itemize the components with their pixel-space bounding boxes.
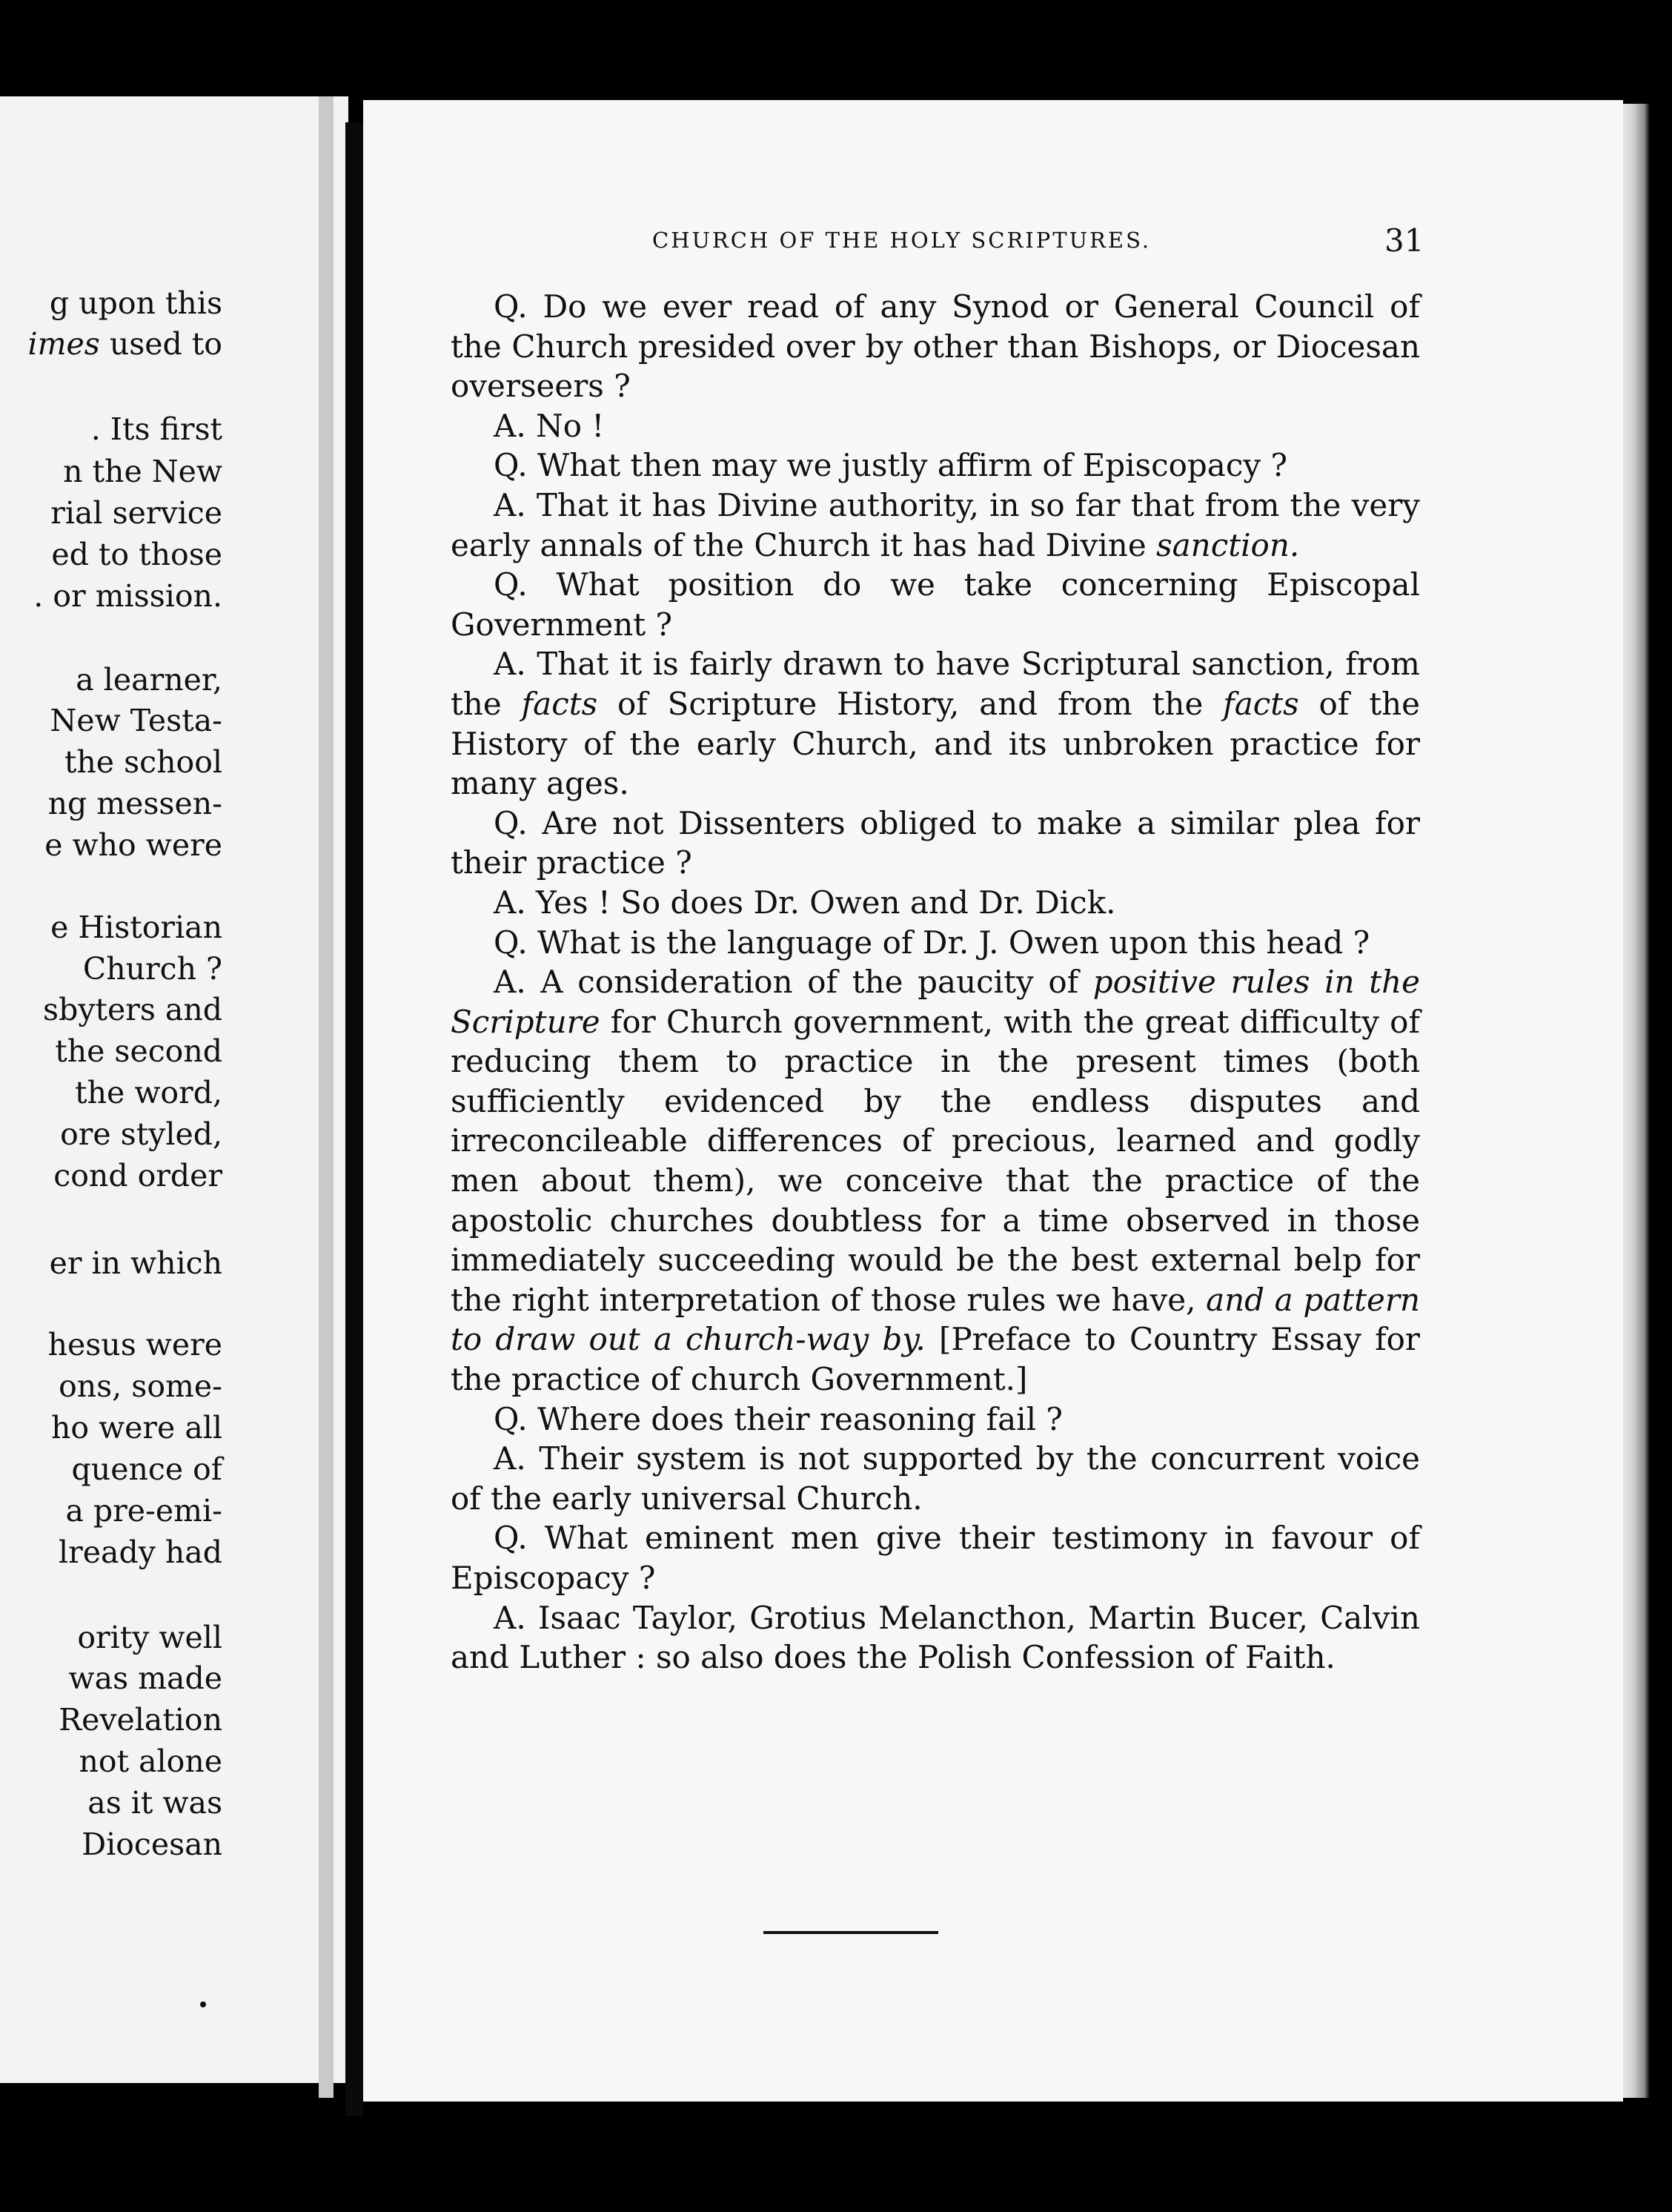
facing-page-line xyxy=(0,910,222,945)
question-paragraph xyxy=(451,923,1420,963)
italic-phrase: facts xyxy=(1223,685,1299,722)
facing-page-fragment: ed to those xyxy=(51,537,222,572)
facing-page-line xyxy=(0,1827,222,1862)
facing-page-fragment: quence of xyxy=(71,1451,222,1487)
facing-page-line xyxy=(0,744,222,780)
facing-page-fragment: ng messen- xyxy=(47,786,222,821)
facing-page-fragment: ority well xyxy=(77,1620,222,1655)
question-paragraph xyxy=(451,1518,1420,1597)
facing-page-line xyxy=(0,786,222,821)
facing-page-fragment: a pre-emi- xyxy=(65,1493,222,1529)
facing-page-line xyxy=(0,411,222,447)
facing-page-fragment: not alone xyxy=(79,1744,222,1779)
question-paragraph xyxy=(451,446,1420,486)
facing-page-line xyxy=(0,495,222,531)
text-run: for Church government, with the great difficulty of reducing them to practice in the present times (both sufficiently evidenced by the endless disputes and irreconcileable differences of precious, learned and godly men about them), we conceive that the practice of the apostolic churches doubtless for a time observed in those immediately succeeding would be the best external belp for the right interpretation of those rules we have, xyxy=(451,1003,1420,1318)
question-paragraph xyxy=(451,804,1420,883)
text-run: of the History of the early Church, and its unbroken practice for many ages. xyxy=(451,685,1420,802)
text-run: [Preface to Country Essay for the practice of church Government.] xyxy=(451,1321,1420,1398)
facing-page-fragment: the school xyxy=(64,744,222,780)
text-run: Q. What eminent men give their testimony in favour of Episcopacy ? xyxy=(451,1520,1420,1596)
facing-page-line xyxy=(0,1033,222,1069)
facing-page-line xyxy=(0,285,222,321)
facing-page-fragment: rial service xyxy=(50,495,222,531)
facing-page-fragment: a learner, xyxy=(76,662,222,698)
answer-paragraph xyxy=(451,1439,1420,1518)
facing-page-line xyxy=(0,1075,222,1110)
answer-paragraph xyxy=(451,486,1420,565)
facing-page-line xyxy=(0,326,222,362)
text-run: Q. What is the language of Dr. J. Owen upon this head ? xyxy=(494,924,1370,961)
facing-page-fragment: cond order xyxy=(53,1158,222,1193)
facing-page-fragment: . Its first xyxy=(90,411,222,447)
question-paragraph xyxy=(451,287,1420,406)
facing-page-line xyxy=(0,1660,222,1696)
facing-page-line xyxy=(0,1785,222,1821)
facing-page-line xyxy=(0,1327,222,1362)
facing-page-line xyxy=(0,1620,222,1655)
facing-page-line xyxy=(0,578,222,614)
facing-page-line xyxy=(0,1368,222,1404)
page-number: 31 xyxy=(1384,222,1424,259)
facing-page-fragment: ho were all xyxy=(50,1410,222,1446)
facing-page-line xyxy=(0,1534,222,1570)
facing-page-fragment: used to xyxy=(99,326,222,362)
facing-page-line xyxy=(0,1245,222,1281)
facing-page-line xyxy=(0,1493,222,1529)
facing-page-fragment: Church ? xyxy=(82,951,222,987)
facing-page-line xyxy=(0,951,222,987)
text-run: of Scripture History, and from the xyxy=(597,685,1224,722)
text-run: Q. Do we ever read of any Synod or General Council of the Church presided over by other than Bishops, or Diocesan overseers ? xyxy=(451,288,1420,405)
text-run: A. A consideration of the paucity of xyxy=(494,964,1093,1001)
facing-page-fragment: was made xyxy=(68,1660,222,1696)
italic-phrase: positive rules in the Scripture xyxy=(451,964,1420,1040)
facing-page-italic: imes xyxy=(27,326,100,362)
running-header: CHURCH OF THE HOLY SCRIPTURES. xyxy=(652,228,1152,253)
facing-page-fragment: g upon this xyxy=(49,285,222,321)
facing-page-line xyxy=(0,703,222,738)
facing-page-fragment: . or mission. xyxy=(33,578,222,614)
italic-phrase: facts xyxy=(521,685,598,722)
text-run: A. That it is fairly drawn to have Scriptural sanction, from the xyxy=(451,646,1420,722)
answer-paragraph xyxy=(451,883,1420,923)
facing-page-fragment: er in which xyxy=(49,1245,222,1281)
facing-page-line xyxy=(0,1702,222,1738)
facing-page-line xyxy=(0,1116,222,1152)
italic-phrase: sanction. xyxy=(1156,526,1300,563)
facing-page-left xyxy=(0,96,348,2083)
text-run: A. Isaac Taylor, Grotius Melancthon, Martin Bucer, Calvin and Luther : so also does the Polish Confession of Faith. xyxy=(451,1599,1420,1676)
page-edge-shadow xyxy=(1623,104,1650,2098)
answer-paragraph xyxy=(451,644,1420,803)
facing-page-fragment: Diocesan xyxy=(82,1827,222,1862)
question-paragraph xyxy=(451,565,1420,644)
facing-page-fragment: as it was xyxy=(87,1785,222,1821)
binding-spine xyxy=(345,122,363,2116)
facing-page-line xyxy=(0,992,222,1027)
answer-paragraph xyxy=(451,962,1420,1400)
text-run: A. That it has Divine authority, in so far that from the very early annals of the Church it has had Divine xyxy=(451,486,1420,563)
facing-page-fragment: the second xyxy=(55,1033,222,1069)
question-paragraph xyxy=(451,1400,1420,1440)
text-run: Q. What then may we justly affirm of Episcopacy ? xyxy=(494,447,1287,484)
facing-page-fragment: the word, xyxy=(75,1075,222,1110)
facing-page-fragment: lready had xyxy=(59,1534,222,1570)
text-run: A. Yes ! So does Dr. Owen and Dr. Dick. xyxy=(494,884,1116,921)
facing-page-line xyxy=(0,827,222,863)
facing-page-fragment: e who were xyxy=(44,827,222,863)
page-body xyxy=(451,287,1420,1678)
text-run: Q. Are not Dissenters obliged to make a similar plea for their practice ? xyxy=(451,804,1420,881)
facing-page-fragment: hesus were xyxy=(47,1327,222,1362)
italic-phrase: and a pattern to draw out a church-way by. xyxy=(451,1281,1420,1358)
facing-page-fragment: New Testa- xyxy=(50,703,222,738)
facing-page-line xyxy=(0,662,222,698)
facing-page-line xyxy=(0,1410,222,1446)
facing-page-fragment: Revelation xyxy=(59,1702,222,1738)
facing-page-line xyxy=(0,1744,222,1779)
page-gutter xyxy=(319,96,334,2098)
answer-paragraph xyxy=(451,1598,1420,1678)
text-run: A. No ! xyxy=(494,407,605,444)
facing-page-line xyxy=(0,1158,222,1193)
facing-page-fragment: ons, some- xyxy=(59,1368,222,1404)
text-run: Q. What position do we take concerning Episcopal Government ? xyxy=(451,566,1420,643)
facing-page-fragment: sbyters and xyxy=(43,992,222,1027)
facing-page-line xyxy=(0,537,222,572)
facing-page-fragment: e Historian xyxy=(50,910,222,945)
text-run: Q. Where does their reasoning fail ? xyxy=(494,1400,1063,1437)
end-rule xyxy=(763,1931,938,1934)
ink-dot xyxy=(200,2001,206,2007)
facing-page-line xyxy=(0,454,222,489)
facing-page-line xyxy=(0,1451,222,1487)
text-run: A. Their system is not supported by the concurrent voice of the early universal Church. xyxy=(451,1440,1420,1517)
facing-page-fragment: ore styled, xyxy=(60,1116,222,1152)
answer-paragraph xyxy=(451,406,1420,446)
facing-page-fragment: n the New xyxy=(63,454,222,489)
